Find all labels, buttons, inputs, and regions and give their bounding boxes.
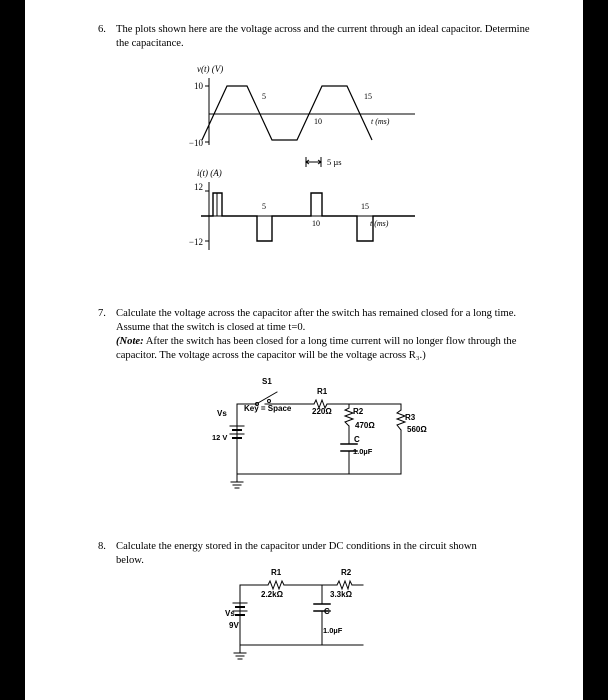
question-number: 8.: [98, 541, 106, 552]
r3-value: 560Ω: [407, 425, 427, 434]
r2-value: 470Ω: [355, 421, 375, 430]
current-time-label: t (ms): [370, 219, 389, 228]
current-plot: [189, 168, 415, 250]
question-text-line: After the switch has been closed for a long time current will no longer flow through the: [145, 336, 517, 347]
voltage-axis-label: v(t) (V): [197, 64, 224, 74]
resistor-r2: [337, 581, 352, 589]
r2-value: 3.3kΩ: [330, 590, 352, 599]
r1-name: R1: [317, 387, 328, 396]
source-value: 12 V: [212, 433, 228, 442]
ground-symbol: [234, 645, 246, 659]
voltage-waveform: [202, 86, 372, 140]
current-tick-10: 10: [312, 219, 320, 228]
resistor-r2: [345, 408, 353, 426]
r1-value: 2.2kΩ: [261, 590, 283, 599]
scale-marker: [306, 157, 342, 167]
c-name: C: [354, 435, 360, 444]
note-label: (Note:: [116, 336, 144, 347]
r2-name: R2: [341, 568, 352, 577]
resistor-r3: [397, 410, 405, 430]
question-number: 6.: [98, 24, 106, 35]
question-text-line: Calculate the energy stored in the capacitor under DC conditions in the circuit shown: [116, 541, 477, 552]
current-waveform: [201, 193, 415, 241]
voltage-plot: [189, 64, 415, 148]
source-value: 9V: [229, 621, 239, 630]
document-page: [25, 0, 583, 700]
c-value: 1.0µF: [323, 626, 343, 635]
current-tick-15: 15: [361, 202, 369, 211]
question-number: 7.: [98, 308, 106, 319]
question-text-line: Calculate the voltage across the capacitor after the switch has remained closed for a long time.: [116, 308, 517, 319]
voltage-tick-15: 15: [364, 92, 372, 101]
r2-name: R2: [353, 407, 364, 416]
current-axis-label: i(t) (A): [197, 168, 222, 178]
current-tick-5: 5: [262, 202, 266, 211]
figures: [25, 0, 583, 700]
switch-key: Key = Space: [244, 404, 292, 413]
question-text-line: below.: [116, 555, 144, 566]
source-name: Vs: [225, 609, 235, 618]
question-text-line: The plots shown here are the voltage across and the current through an ideal capacitor. Determine: [116, 24, 530, 35]
c-value: 1.0µF: [353, 447, 373, 456]
switch-name: S1: [262, 377, 272, 386]
r1-name: R1: [271, 568, 282, 577]
source-name: Vs: [217, 409, 227, 418]
question-text-line: capacitor. The voltage across the capacitor will be the voltage across R₃.): [116, 350, 426, 361]
question-text-line: the capacitance.: [116, 38, 184, 49]
voltage-tick-10: 10: [314, 117, 322, 126]
c-name: C: [324, 607, 330, 616]
current-tick-label-pos: 12: [194, 182, 203, 192]
voltage-tick-label-neg: −10: [188, 138, 203, 148]
voltage-time-label: t (ms): [371, 117, 390, 126]
r1-value: 220Ω: [312, 407, 332, 416]
resistor-r1: [268, 581, 284, 589]
voltage-tick-5: 5: [262, 92, 266, 101]
question-text-line: Assume that the switch is closed at time t=0.: [116, 322, 306, 333]
r3-name: R3: [405, 413, 416, 422]
ground-symbol: [231, 474, 243, 488]
scale-note: 5 µs: [327, 157, 342, 167]
circuit-q7: [212, 377, 427, 488]
voltage-tick-label-pos: 10: [194, 81, 203, 91]
circuit-q8: [225, 568, 363, 659]
current-tick-label-neg: −12: [188, 237, 203, 247]
